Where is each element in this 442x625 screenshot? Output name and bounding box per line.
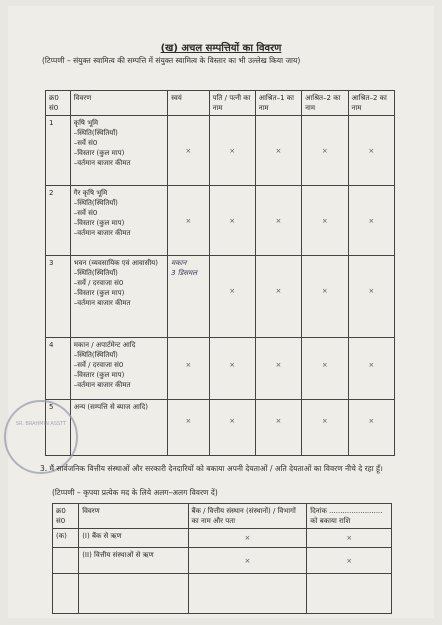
table-row [53,529,392,548]
empty-mark: × [368,417,375,425]
cell-self [168,256,210,338]
empty-mark: × [244,557,251,565]
row-number: 2 [46,186,71,256]
cell-self [168,338,210,400]
empty-mark: × [321,217,328,225]
empty-mark: × [185,361,192,369]
cell-dependent2 [302,338,348,400]
desc-line: –स्थिति(स्थितियाँ) [73,199,118,207]
row-number: 3 [46,256,71,338]
liabilities-note: (टिप्पणी – कृपया प्रत्येक मद के लिये अलग–अलग विवरण दें) [52,488,218,497]
official-stamp: SR. BRAHMIN ASSTT [4,400,78,474]
row-description: (I) बैंक से ऋण [79,529,188,548]
table-row [46,338,395,400]
desc-line: –स्थिति(स्थितियाँ) [73,129,118,137]
cell-dependent3 [348,116,394,186]
row-description [70,400,167,456]
cell-dependent1 [255,338,301,400]
cell-self [168,186,210,256]
row-number: 1 [46,116,71,186]
cell-institution [188,548,307,574]
cell-spouse [209,186,255,256]
empty-mark: × [368,361,375,369]
desc-line: –स्थिति(स्थितियाँ) [73,351,118,359]
table-row [46,116,395,186]
col-header: बैंक / वित्तीय संस्थान (संस्थानों) / विभागों का नाम और पता [188,504,307,529]
liabilities-table [52,503,392,614]
empty-mark: × [368,147,375,155]
empty-mark: × [321,417,328,425]
empty-mark: × [346,534,353,542]
cell-dependent2 [302,400,348,456]
empty-mark: × [229,287,236,295]
col-header: विवरण [70,91,167,116]
desc-line: –वर्तमान बाजार कीमत [73,229,131,237]
row-description [70,186,167,256]
cell-dependent2 [302,256,348,338]
row-description [70,116,167,186]
table-header-row [53,504,392,529]
desc-line: अन्य (सम्पत्ति से ब्याज आदि) [73,403,148,411]
empty-mark: × [275,417,282,425]
immovable-assets-table [45,90,395,456]
table-row [46,186,395,256]
table-row [53,548,392,574]
empty-mark: × [321,361,328,369]
desc-line: गैर कृषि भूमि [73,189,108,197]
empty-mark: × [321,287,328,295]
col-header: आश्रित–2 का नाम [348,91,394,116]
empty-mark: × [185,417,192,425]
empty-mark: × [321,147,328,155]
section-note: (टिप्पणी – संयुक्त स्वामित्व की सम्पत्ति में संयुक्त स्वामित्व के विस्तार का भी उल्लेख किया जाय) [42,56,301,65]
empty-mark: × [368,287,375,295]
desc-line: –सर्वे सं0 [73,139,98,147]
col-header: पति / पत्नी का नाम [209,91,255,116]
empty-mark: × [229,417,236,425]
col-header: आश्रित–2 का नाम [302,91,348,116]
col-header: स्वयं [168,91,210,116]
desc-line: –सर्वे सं0 [73,209,98,217]
empty-mark: × [275,147,282,155]
empty-mark: × [185,217,192,225]
liabilities-paragraph: 3. मैं सार्वजनिक वित्तीय संस्थाओं और सरकारी देनदारियों को बकाया अपनी देयताओं / अति देयताओं का विवरण नीचे दे रहा हूँ। [40,464,383,473]
cell-spouse [209,256,255,338]
table-row [46,256,395,338]
empty-mark: × [346,557,353,565]
row-number: (क) [53,529,79,548]
desc-line: मकान / अपार्टमेन्ट आदि [73,341,136,349]
empty-mark: × [185,147,192,155]
cell-self [168,116,210,186]
cell-dependent3 [348,400,394,456]
desc-line: –वर्तमान बाजार कीमत [73,159,131,167]
cell-institution [188,529,307,548]
handwritten-note: 3 डिसमल [171,269,198,277]
empty-mark: × [275,217,282,225]
cell-dependent3 [348,186,394,256]
cell-dependent3 [348,338,394,400]
table-row [53,574,392,614]
desc-line: –वर्तमान बाजार कीमत [73,381,131,389]
desc-line: –सर्वे / दरवाजा सं0 [73,279,124,287]
cell-spouse [209,116,255,186]
desc-line: –विस्तार (कुल माप) [73,371,125,379]
cell-dependent3 [348,256,394,338]
cell-amount [307,548,392,574]
desc-line: कृषि भूमि [73,119,99,127]
desc-line: भवन (व्यवसायिक एवं आवासीय) [73,259,158,267]
empty-mark: × [275,287,282,295]
cell-dependent1 [255,400,301,456]
row-description [70,338,167,400]
row-number [53,548,79,574]
table-row [46,400,395,456]
row-number: 5 [46,400,71,456]
desc-line: –स्थिति(स्थितियाँ) [73,269,118,277]
empty-mark: × [275,361,282,369]
col-header: आश्रित–1 का नाम [255,91,301,116]
table-header-row [46,91,395,116]
row-number: 4 [46,338,71,400]
col-header: विवरण [79,504,188,529]
cell-self [168,400,210,456]
col-header: क्र0 सं0 [53,504,79,529]
desc-line: –वर्तमान बाजार कीमत [73,299,131,307]
empty-mark: × [229,217,236,225]
row-description: (II) वित्तीय संस्थाओं से ऋण [79,548,188,574]
cell-spouse [209,338,255,400]
cell-dependent2 [302,186,348,256]
cell-spouse [209,400,255,456]
empty-mark: × [368,217,375,225]
col-header: दिनांक ........................ को बकाया राशि [307,504,392,529]
cell-dependent2 [302,116,348,186]
desc-line: –विस्तार (कुल माप) [73,219,125,227]
desc-line: –सर्वे / दरवाजा सं0 [73,361,124,369]
handwritten-note: मकान [171,259,187,267]
col-header: क्र0 सं0 [46,91,71,116]
row-description [70,256,167,338]
empty-mark: × [229,361,236,369]
desc-line: –विस्तार (कुल माप) [73,149,125,157]
empty-mark: × [244,534,251,542]
empty-mark: × [229,147,236,155]
cell-dependent1 [255,256,301,338]
desc-line: –विस्तार (कुल माप) [73,289,125,297]
cell-amount [307,529,392,548]
cell-dependent1 [255,186,301,256]
cell-dependent1 [255,116,301,186]
section-title: (ख) अचल सम्पत्तियों का विवरण [160,43,282,54]
